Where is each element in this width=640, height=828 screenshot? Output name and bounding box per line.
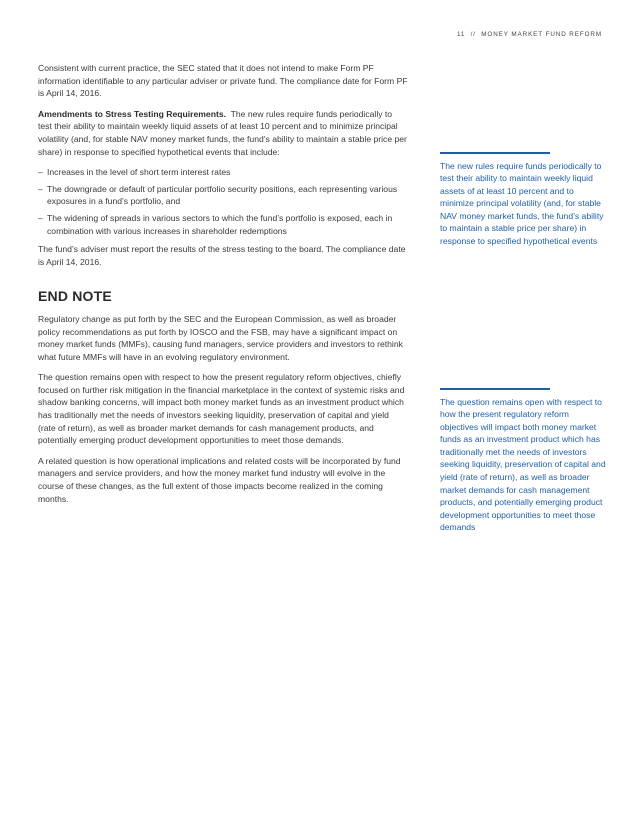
section-title: MONEY MARKET FUND REFORM [481,31,602,38]
list-item-text: The widening of spreads in various sectors to which the fund’s portfolio is exposed, each in combination with various increases in shareholder redemptions [47,212,393,236]
pull-quote-stress-testing [440,152,606,248]
main-column [38,62,408,513]
end-note-heading: END NOTE [38,288,112,305]
list-item-text: Increases in the level of short term interest rates [47,167,231,178]
end-note-paragraph: The question remains open with respect to how the present regulatory reform objectives, chiefly focused on further risk mitigation in the financial marketplace in the context of systemic risks and shadow banking concerns, will impact both money market funds as an investment product which has traditionally met the needs of investors seeking liquidity, preservation of capital and yield (rate of return), as well as broader market demands for cash management products, and potentially emerging product development opportunities to meet those demands. [38,372,405,446]
pull-quote-rule [440,388,550,390]
pull-quote-end-note [440,388,606,534]
list-item-text: The downgrade or default of particular portfolio security positions, each representing various exposures in a fund’s portfolio, and [47,183,398,207]
page-number: 11 [456,31,466,38]
bullet-dash: – [38,167,43,178]
pull-quote-text: The question remains open with respect to how the present regulatory reform objectives will impact both money market funds as an investment product which has traditionally met the needs of investors seeking liquidity, preservation of capital and yield (rate of return), as well as broader market demands for cash management products, and potentially emerging product development opportunities to meet those demands [440,396,606,533]
amendments-paragraph [38,108,408,158]
stress-test-list [38,166,408,237]
end-note-paragraph: Regulatory change as put forth by the SEC and the European Commission, as well as broader policy recommendations as put forth by IOSCO and the FSB, may have a significant impact on money market funds (MMFs), causing fund managers, service providers and investors to rethink what future MMFs will have in an evolving regulatory environment. [38,313,403,362]
amendments-text: The new rules require funds periodically to test their ability to maintain weekly liquid assets of at least 10 percent and to minimize principal volatility (and, for stable NAV money market funds, the fund’s ability to maintain a stable price per share) in response to specified hypothetical events that include: [38,108,407,157]
bullet-dash: – [38,183,43,194]
amendments-heading: Amendments to Stress Testing Requirements. [38,108,226,119]
list-item [38,212,408,237]
header-separator: // [470,31,476,38]
bullet-dash: – [38,212,43,223]
pull-quote-text: The new rules require funds periodically to test their ability to maintain weekly liquid assets of at least 10 percent and to minimize principal volatility (and, for stable NAV money market funds, the fund’s ability to maintain a stable price per share) in response to specified hypothetical events [440,160,604,247]
list-item [38,183,408,208]
list-item [38,166,408,179]
pull-quote-rule [440,152,550,154]
page-header [457,31,602,38]
board-paragraph: The fund’s adviser must report the results of the stress testing to the board. The compliance date is April 14, 2016. [38,244,406,267]
intro-paragraph: Consistent with current practice, the SEC stated that it does not intend to make Form PF information identifiable to any particular adviser or private fund. The compliance date for Form PF is April 14, 2016. [38,63,408,99]
end-note-paragraph: A related question is how operational implications and related costs will be incorporated by fund managers and service providers, and how the money market fund industry will evolve in the course of these changes, as the full extent of those impacts become realized in the coming months. [38,455,401,504]
